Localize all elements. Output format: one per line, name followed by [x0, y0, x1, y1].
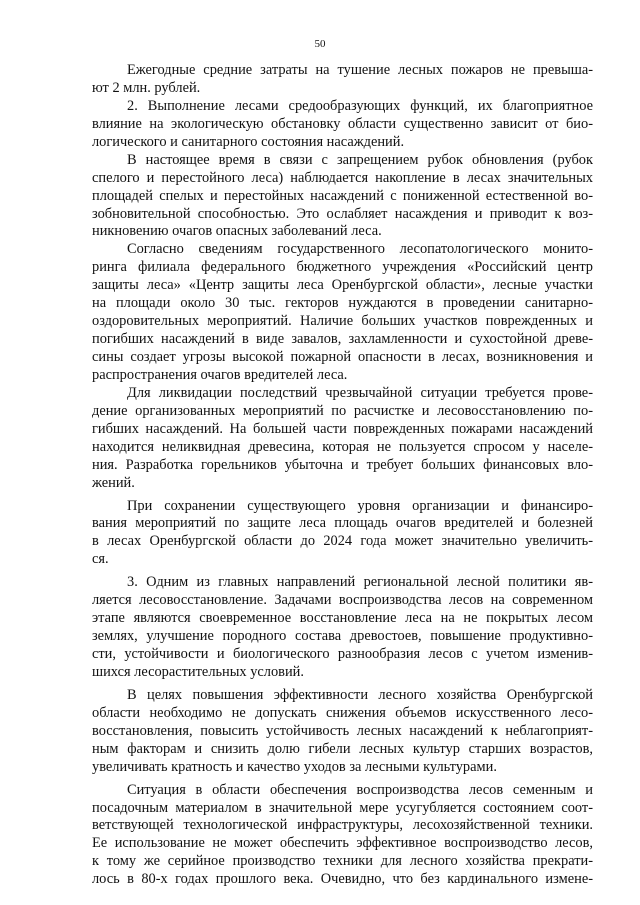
text-line: сти, устойчивости и биологического разнообразия лесов с учетом изменив- [92, 646, 593, 662]
text-line: жений. [92, 474, 135, 491]
text-line: спелого и перестойного леса) наблюдается накопление в лесах значительных [92, 169, 593, 186]
text-line: оздоровительных мероприятий. Наличие больших участков поврежденных и [92, 313, 593, 330]
text-line: к тому же серийное производство техники для лесного хозяйства прекрати- [92, 853, 593, 870]
text-line: вания мероприятий по защите леса площадь очагов вредителей и болезней [92, 515, 593, 532]
paragraph [92, 98, 593, 152]
text-line: гибших насаждений. На большей части поврежденных пожарами насаждений [92, 420, 593, 437]
text-line: в лесах Оренбургской области до 2024 года может значительно увеличить- [92, 533, 593, 550]
text-line: Ее использование не может обеспечить эффективное воспроизводство лесов, [92, 835, 593, 852]
text-line: увеличивать кратность и качество уходов за лесными культурами. [92, 758, 497, 775]
text-line: ют 2 млн. рублей. [92, 79, 201, 96]
text-line: ляется лесовосстановление. Задачами воспроизводства лесов на современном [92, 592, 593, 609]
text-line: 3. Одним из главных направлений региональной лесной политики яв- [127, 574, 593, 591]
text-line: ринга филиала федерального бюджетного учреждения «Российский центр [92, 259, 593, 276]
text-line: посадочным материалом в значительной мере усугубляется состоянием соот- [92, 799, 593, 816]
text-line: этапе являются своевременное восстановление леса на не покрытых лесом [92, 610, 593, 627]
text-line: на площади около 30 тыс. гекторов нуждаются в проведении санитарно- [92, 295, 593, 312]
text-line: ся. [92, 551, 109, 568]
text-line: логического и санитарного состояния насаждений. [92, 133, 405, 150]
text-line: Ситуация в области обеспечения воспроизводства лесов семенным и [127, 781, 593, 798]
document-body [92, 62, 593, 889]
text-line: зобновительной способностью. Это ослабляет насаждения и приводит к воз- [92, 205, 593, 222]
text-line: Согласно сведениям государственного лесопатологического монито- [127, 241, 593, 258]
paragraph [92, 62, 593, 98]
text-line: области необходимо не допускать снижения объемов искусственного лесо- [92, 704, 593, 721]
paragraph [92, 385, 593, 493]
text-line: В настоящее время в связи с запрещением рубок обновления (рубок [127, 151, 593, 168]
page-number: 50 [314, 38, 326, 50]
text-line: находится неликвидная древесина, которая не пользуется спросом у населе- [92, 438, 593, 455]
text-line: погибших насаждений в виде завалов, захламленности и сухостойной древе- [92, 331, 593, 348]
text-line: никновению очагов опасных заболеваний леса. [92, 223, 382, 240]
text-line: Для ликвидации последствий чрезвычайной ситуации требуется прове- [127, 384, 593, 401]
text-line: лось в 80-х годах прошлого века. Очевидно, что без кардинального измене- [92, 871, 593, 888]
text-line: ветствующей технологической инфраструктуры, лесохозяйственной техники. [92, 817, 593, 834]
text-line: дение организованных мероприятий по расчистке и лесовосстановлению по- [92, 402, 593, 419]
text-line: В целях повышения эффективности лесного хозяйства Оренбургской [127, 686, 593, 703]
text-line: распространения очагов вредителей леса. [92, 366, 348, 383]
text-line: ным факторам и снизить долю гибели лесных культур старших возрастов, [92, 740, 593, 757]
text-line: площадей спелых и перестойных насаждений с пониженной естественной во- [92, 187, 593, 204]
text-line: Ежегодные средние затраты на тушение лесных пожаров не превыша- [127, 62, 593, 78]
paragraph [92, 152, 593, 242]
paragraph [92, 498, 593, 570]
text-line: защиты леса» «Центр защиты леса Оренбургской области», лесные участки [92, 277, 593, 294]
paragraph [92, 241, 593, 385]
text-line: землях, улучшение породного состава древостоев, повышение продуктивно- [92, 628, 593, 645]
text-line: сины создает угрозы высокой пожарной опасности в лесах, возникновения и [92, 349, 593, 365]
text-line: восстановления, повысить устойчивость лесных насаждений к неблагоприят- [92, 722, 593, 739]
paragraph [92, 574, 593, 682]
paragraph [92, 782, 593, 890]
text-line: влияние на экологическую обстановку области существенно зависит от био- [92, 115, 593, 132]
text-line: шихся лесорастительных условий. [92, 663, 304, 680]
text-line: 2. Выполнение лесами средообразующих функций, их благоприятное [127, 97, 593, 114]
text-line: ния. Разработка горельников убыточна и требует больших финансовых вло- [92, 456, 593, 473]
paragraph [92, 687, 593, 777]
text-line: При сохранении существующего уровня организации и финансиро- [127, 497, 593, 514]
